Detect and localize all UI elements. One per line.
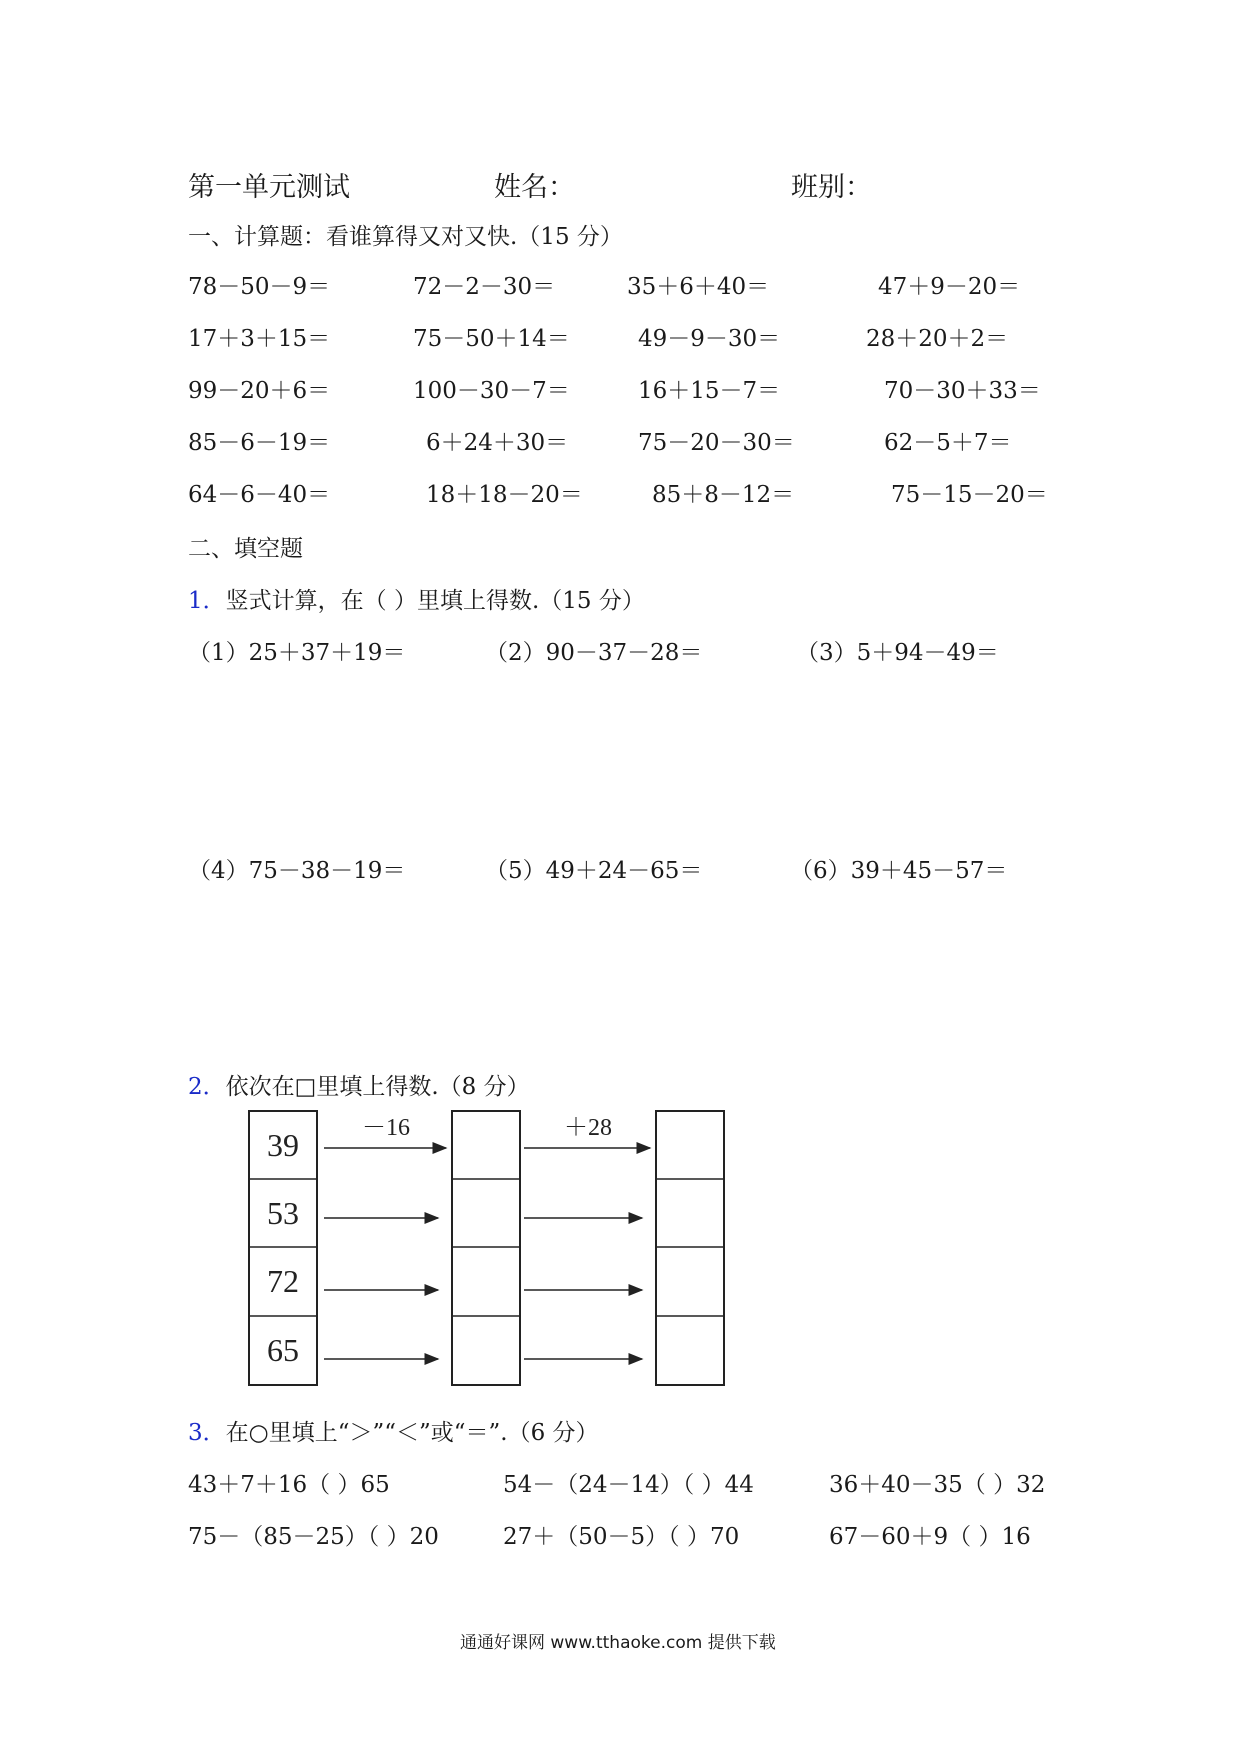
start-number: 39 [267,1127,299,1163]
calc-item: 99－20＋6＝ [188,378,331,404]
section2-heading: 二、填空题 [188,536,303,562]
compare-item: 75－（85－25）（ ）20 [188,1524,439,1550]
calc-item: 18＋18－20＝ [426,482,583,508]
name-label: 姓名： [494,172,575,203]
compare-item: 54－（24－14）（ ）44 [503,1472,754,1498]
calc-item: 75－50＋14＝ [413,326,570,352]
compare-item: 67－60＋9（ ）16 [829,1524,1031,1550]
compare-item: 43＋7＋16（ ）65 [188,1472,390,1498]
calc-item: 100－30－7＝ [413,378,570,404]
question-number: 1． [188,588,226,614]
question-number: 3． [188,1420,226,1446]
page-title: 第一单元测试 [188,172,350,203]
question-text: 在○里填上“＞”“＜”或“＝”.（6 分） [225,1420,599,1446]
right-answer-column [656,1111,724,1385]
vertical-calc-item: （4）75－38－19＝ [188,858,406,884]
start-number: 53 [267,1195,299,1231]
calc-item: 64－6－40＝ [188,482,331,508]
calc-item: 35＋6＋40＝ [627,274,770,300]
vertical-calc-item: （5）49＋24－65＝ [485,858,703,884]
calc-item: 75－15－20＝ [891,482,1048,508]
start-column [249,1111,317,1385]
calc-item: 47＋9－20＝ [878,274,1021,300]
calc-item: 6＋24＋30＝ [426,430,569,456]
question-text: 依次在□里填上得数.（8 分） [225,1074,530,1100]
vertical-calc-item: （1）25＋37＋19＝ [188,640,406,666]
calc-item: 72－2－30＝ [413,274,556,300]
question-2 [188,1068,530,1101]
vertical-calc-item: （3）5＋94－49＝ [796,640,999,666]
vertical-calc-item: （6）39＋45－57＝ [790,858,1008,884]
start-number: 72 [267,1263,299,1299]
vertical-calc-item: （2）90－37－28＝ [485,640,703,666]
calc-item: 85＋8－12＝ [652,482,795,508]
calc-item: 17＋3＋15＝ [188,326,331,352]
footer-text: 通通好课网 www.tthaoke.com 提供下载 [460,1633,776,1653]
question-number: 2． [188,1074,226,1100]
number-chain-diagram [246,1108,736,1390]
calc-item: 85－6－19＝ [188,430,331,456]
start-number: 65 [267,1332,299,1368]
question-text: 竖式计算，在（ ）里填上得数.（15 分） [225,588,645,614]
calc-item: 78－50－9＝ [188,274,331,300]
calc-item: 49－9－30＝ [638,326,781,352]
calc-item: 75－20－30＝ [638,430,795,456]
operation-label-subtract: －16 [362,1115,410,1141]
calc-item: 70－30＋33＝ [884,378,1041,404]
question-1 [188,582,645,615]
calc-item: 16＋15－7＝ [638,378,781,404]
compare-item: 36＋40－35（ ）32 [829,1472,1046,1498]
compare-item: 27＋（50－5）（ ）70 [503,1524,740,1550]
section1-heading: 一、计算题：看谁算得又对又快.（15 分） [188,224,623,250]
class-label: 班别： [791,172,872,203]
operation-label-add: ＋28 [564,1115,612,1141]
calc-item: 28＋20＋2＝ [866,326,1009,352]
middle-answer-column [452,1111,520,1385]
calc-item: 62－5＋7＝ [884,430,1012,456]
question-3 [188,1414,599,1447]
